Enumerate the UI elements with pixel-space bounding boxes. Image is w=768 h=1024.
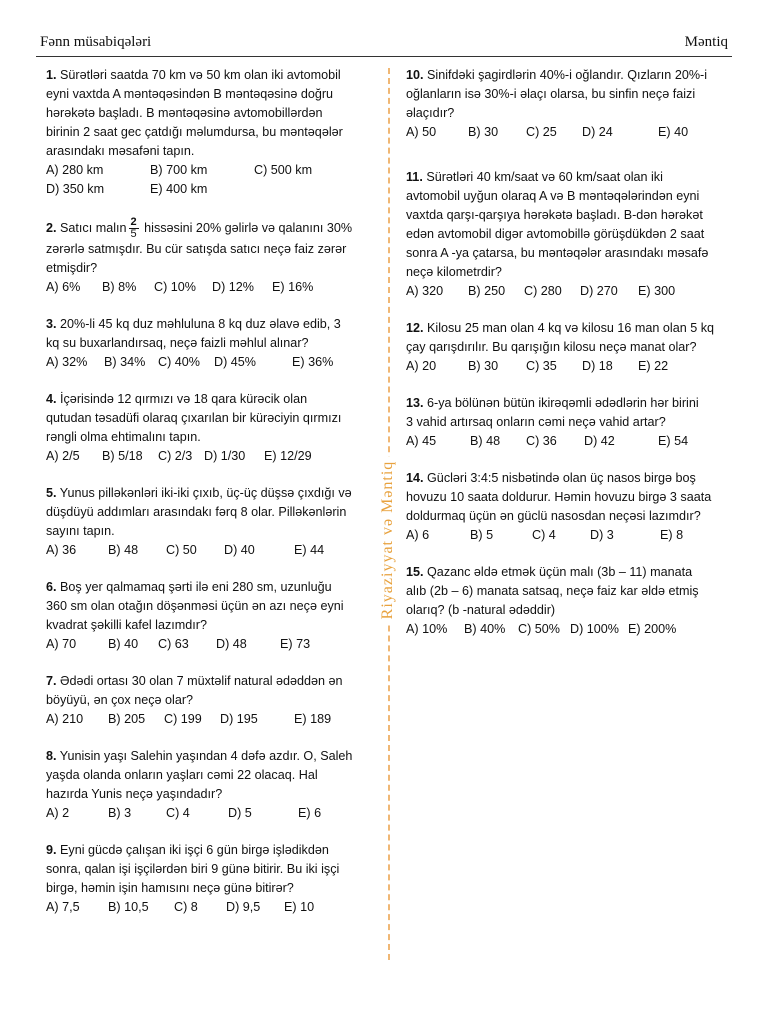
question-line: birgə, həmin işin hamısını neçə günə bitirər? bbox=[46, 881, 294, 895]
fraction bbox=[129, 217, 139, 240]
answer-options bbox=[46, 710, 364, 729]
option-c: C) 2/3 bbox=[158, 449, 193, 463]
question-line: Sürətləri saatda 70 km və 50 km olan iki avtomobil bbox=[60, 68, 341, 82]
option-c: C) 25 bbox=[526, 125, 557, 139]
question-4 bbox=[46, 390, 364, 466]
option-a: A) 2/5 bbox=[46, 449, 80, 463]
question-line: rəngli olma ehtimalını tapın. bbox=[46, 430, 201, 444]
option-b: B) 34% bbox=[104, 355, 146, 369]
option-b: B) 30 bbox=[468, 359, 499, 373]
question-line: avtomobil uyğun olaraq A və B məntəqələrindən eyni bbox=[406, 189, 700, 203]
question-number: 9. bbox=[46, 843, 57, 857]
header-rule bbox=[36, 56, 732, 57]
answer-options bbox=[46, 541, 364, 560]
option-c: C) 199 bbox=[164, 712, 202, 726]
question-line: Yunisin yaşı Salehin yaşından 4 dəfə azdır. O, Saleh bbox=[59, 749, 353, 763]
option-b: B) 48 bbox=[470, 434, 501, 448]
option-e: E) 300 bbox=[638, 284, 676, 298]
question-6 bbox=[46, 578, 364, 654]
option-b: B) 3 bbox=[108, 806, 132, 820]
option-d: D) 3 bbox=[590, 528, 614, 542]
option-b: B) 5 bbox=[470, 528, 494, 542]
question-line: İçərisində 12 qırmızı və 18 qara kürəcik olan bbox=[60, 392, 308, 406]
option-b: B) 48 bbox=[108, 543, 139, 557]
option-b: B) 30 bbox=[468, 125, 499, 139]
question-line: sonra A -ya çatarsa, bu məntəqələr arasındakı məsafə bbox=[406, 246, 709, 260]
option-d: D) 350 km bbox=[46, 182, 105, 196]
question-3 bbox=[46, 315, 364, 372]
option-a: A) 6% bbox=[46, 280, 81, 294]
question-line: hissəsini 20% gəlirlə və qalanını 30% bbox=[144, 220, 353, 235]
question-5 bbox=[46, 484, 364, 560]
option-a: A) 36 bbox=[46, 543, 77, 557]
question-number: 1. bbox=[46, 68, 57, 82]
question-line: edən avtomobil digər avtomobillə görüşdükdən 2 saat bbox=[406, 227, 705, 241]
question-line: hərəkətə başladı. B məntəqəsinə avtomobillərdən bbox=[46, 106, 323, 120]
header-topic: Məntiq bbox=[684, 34, 728, 50]
option-d: D) 42 bbox=[584, 434, 615, 448]
question-line: əlaçıdır? bbox=[406, 106, 455, 120]
question-line: yaşda olanda onların yaşları cəmi 22 olacaq. Hal bbox=[46, 768, 318, 782]
option-c: C) 10% bbox=[154, 280, 196, 294]
answer-options bbox=[406, 526, 728, 545]
option-c: C) 8 bbox=[174, 900, 198, 914]
option-a: A) 45 bbox=[406, 434, 437, 448]
answer-options bbox=[46, 278, 364, 297]
question-number: 2. bbox=[46, 220, 57, 235]
option-e: E) 54 bbox=[658, 434, 689, 448]
fraction-numerator: 2 bbox=[130, 216, 137, 228]
option-a: A) 32% bbox=[46, 355, 88, 369]
question-line: kvadrat şəkilli kafel lazımdır? bbox=[46, 618, 207, 632]
question-number: 6. bbox=[46, 580, 57, 594]
question-line: 20%-li 45 kq duz məhluluna 8 kq duz əlavə edib, 3 bbox=[60, 317, 341, 331]
question-line: 360 sm olan otağın döşənməsi üçün ən azı neçə eyni bbox=[46, 599, 344, 613]
option-e: E) 8 bbox=[660, 528, 684, 542]
question-number: 8. bbox=[46, 749, 57, 763]
question-line: arasındakı məsafəni tapın. bbox=[46, 144, 195, 158]
question-line: Yunus pilləkənləri iki-iki çıxıb, üç-üç düşsə çıxdığı və bbox=[59, 486, 352, 500]
question-15 bbox=[406, 563, 728, 639]
option-c: C) 36 bbox=[526, 434, 557, 448]
option-e: E) 22 bbox=[638, 359, 669, 373]
question-line: 6-ya bölünən bütün ikirəqəmli ədədlərin hər birini bbox=[427, 396, 699, 410]
question-line: Sürətləri 40 km/saat və 60 km/saat olan iki bbox=[426, 170, 663, 184]
answer-options bbox=[46, 353, 364, 372]
option-a: A) 280 km bbox=[46, 163, 104, 177]
question-number: 3. bbox=[46, 317, 57, 331]
answer-options bbox=[46, 635, 364, 654]
option-b: B) 205 bbox=[108, 712, 146, 726]
option-b: B) 40% bbox=[464, 622, 506, 636]
question-13 bbox=[406, 394, 728, 451]
question-line: qutudan təsadüfi olaraq çıxarılan bir kürəciyin qırmızı bbox=[46, 411, 342, 425]
option-d: D) 24 bbox=[582, 125, 613, 139]
answer-options bbox=[406, 432, 728, 451]
option-b: B) 5/18 bbox=[102, 449, 143, 463]
question-line: Ədədi ortası 30 olan 7 müxtəlif natural ədəddən ən bbox=[60, 674, 343, 688]
header-subject: Fənn müsabiqələri bbox=[40, 34, 152, 50]
question-number: 14. bbox=[406, 471, 424, 485]
right-column bbox=[406, 66, 728, 657]
answer-options bbox=[406, 123, 728, 142]
option-d: D) 40 bbox=[224, 543, 255, 557]
option-e: E) 73 bbox=[280, 637, 311, 651]
question-number: 10. bbox=[406, 68, 424, 82]
option-e: E) 36% bbox=[292, 355, 334, 369]
fraction-denominator: 5 bbox=[130, 228, 137, 240]
question-line: Qazanc əldə etmək üçün malı (3b – 11) manata bbox=[427, 565, 693, 579]
question-14 bbox=[406, 469, 728, 545]
option-c: C) 4 bbox=[532, 528, 556, 542]
option-a: A) 7,5 bbox=[46, 900, 80, 914]
question-line: 3 vahid artırsaq onların cəmi neçə vahid artar? bbox=[406, 415, 666, 429]
answer-options bbox=[46, 180, 364, 199]
question-8 bbox=[46, 747, 364, 823]
option-b: B) 40 bbox=[108, 637, 139, 651]
option-d: D) 48 bbox=[216, 637, 247, 651]
question-line: Eyni gücdə çalışan iki işçi 6 gün birgə işlədikdən bbox=[60, 843, 329, 857]
option-d: D) 18 bbox=[582, 359, 613, 373]
question-line: etmişdir? bbox=[46, 261, 98, 275]
answer-options bbox=[46, 447, 364, 466]
option-c: C) 63 bbox=[158, 637, 189, 651]
question-line: Boş yer qalmamaq şərti ilə eni 280 sm, uzunluğu bbox=[60, 580, 332, 594]
question-line: Gücləri 3:4:5 nisbətində olan üç nasos birgə boş bbox=[427, 471, 696, 485]
question-line: alıb (2b – 6) manata satsaq, neçə faiz kar əldə etmiş bbox=[406, 584, 699, 598]
answer-options bbox=[406, 282, 728, 301]
option-c: C) 280 bbox=[524, 284, 562, 298]
question-line: vaxtda qarşı-qarşıya hərəkətə başladı. B-dən hərəkət bbox=[406, 208, 703, 222]
option-d: D) 270 bbox=[580, 284, 618, 298]
option-b: B) 700 km bbox=[150, 163, 208, 177]
option-a: A) 320 bbox=[406, 284, 444, 298]
option-e: E) 189 bbox=[294, 712, 332, 726]
option-d: D) 195 bbox=[220, 712, 258, 726]
option-d: D) 9,5 bbox=[226, 900, 261, 914]
answer-options bbox=[46, 898, 364, 917]
question-12 bbox=[406, 319, 728, 376]
option-e: E) 400 km bbox=[150, 182, 208, 196]
option-c: C) 4 bbox=[166, 806, 190, 820]
question-line: olarıq? (b -natural ədəddir) bbox=[406, 603, 556, 617]
option-e: E) 40 bbox=[658, 125, 689, 139]
question-line: hovuzu 10 saata doldurur. Həmin hovuzu birgə 3 saata bbox=[406, 490, 712, 504]
option-e: E) 44 bbox=[294, 543, 325, 557]
question-line: eyni vaxtda A məntəqəsindən B məntəqəsinə doğru bbox=[46, 87, 334, 101]
option-e: E) 200% bbox=[628, 622, 677, 636]
option-c: C) 500 km bbox=[254, 163, 313, 177]
option-e: E) 6 bbox=[298, 806, 322, 820]
option-c: C) 40% bbox=[158, 355, 200, 369]
option-c: C) 35 bbox=[526, 359, 557, 373]
question-10 bbox=[406, 66, 728, 142]
answer-options bbox=[406, 357, 728, 376]
question-number: 7. bbox=[46, 674, 57, 688]
question-2 bbox=[46, 217, 364, 297]
option-a: A) 6 bbox=[406, 528, 430, 542]
watermark: Riyaziyyat və Məntiq bbox=[379, 457, 397, 624]
answer-options bbox=[406, 620, 728, 639]
option-a: A) 10% bbox=[406, 622, 448, 636]
question-number: 4. bbox=[46, 392, 57, 406]
question-line: sonra, qalan işi işçilərdən biri 9 günə bitirir. Bu iki işçi bbox=[46, 862, 340, 876]
question-number: 15. bbox=[406, 565, 424, 579]
question-line: zərərlə satmışdır. Bu cür satışda satıcı neçə faiz zərər bbox=[46, 242, 347, 256]
question-number: 5. bbox=[46, 486, 57, 500]
question-9 bbox=[46, 841, 364, 917]
option-d: D) 100% bbox=[570, 622, 619, 636]
question-line: birinin 2 saat gec çatdığı məlumdursa, bu məntəqələr bbox=[46, 125, 343, 139]
option-a: A) 210 bbox=[46, 712, 84, 726]
answer-options bbox=[46, 804, 364, 823]
option-a: A) 2 bbox=[46, 806, 70, 820]
option-d: D) 5 bbox=[228, 806, 252, 820]
question-line: çay qarışdırılır. Bu qarışığın kilosu neçə manat olar? bbox=[406, 340, 697, 354]
question-line: oğlanların isə 30%-i əlaçı olarsa, bu sinfin neçə faizi bbox=[406, 87, 696, 101]
option-d: D) 45% bbox=[214, 355, 256, 369]
question-7 bbox=[46, 672, 364, 729]
option-c: C) 50 bbox=[166, 543, 197, 557]
question-line: böyüyü, ən çox neçə olar? bbox=[46, 693, 194, 707]
option-a: A) 70 bbox=[46, 637, 77, 651]
question-number: 11. bbox=[406, 170, 423, 184]
question-line: kq su buxarlandırsaq, neçə faizli məhlul alınar? bbox=[46, 336, 309, 350]
option-d: D) 1/30 bbox=[204, 449, 246, 463]
left-column bbox=[46, 66, 364, 935]
option-e: E) 10 bbox=[284, 900, 315, 914]
option-e: E) 16% bbox=[272, 280, 314, 294]
question-line: Sinifdəki şagirdlərin 40%-i oğlandır. Qızların 20%-i bbox=[427, 68, 708, 82]
page-header bbox=[40, 30, 728, 54]
question-1 bbox=[46, 66, 364, 199]
option-d: D) 12% bbox=[212, 280, 254, 294]
question-line: Kilosu 25 man olan 4 kq və kilosu 16 man olan 5 kq bbox=[427, 321, 715, 335]
option-a: A) 50 bbox=[406, 125, 437, 139]
option-b: B) 8% bbox=[102, 280, 137, 294]
option-a: A) 20 bbox=[406, 359, 437, 373]
question-line: sayını tapın. bbox=[46, 524, 115, 538]
question-line: hazırda Yunis neçə yaşındadır? bbox=[46, 787, 223, 801]
question-line: Satıcı malın bbox=[60, 220, 127, 235]
question-line: doldurmaq üçün ən güclü nasosdan neçəsi lazımdır? bbox=[406, 509, 701, 523]
question-line: neçə kilometrdir? bbox=[406, 265, 502, 279]
option-b: B) 250 bbox=[468, 284, 506, 298]
option-b: B) 10,5 bbox=[108, 900, 149, 914]
option-e: E) 12/29 bbox=[264, 449, 312, 463]
option-c: C) 50% bbox=[518, 622, 560, 636]
answer-options bbox=[46, 161, 364, 180]
question-line: düşdüyü addımları arasındakı fərq 8 olar. Pilləkənlərin bbox=[46, 505, 347, 519]
question-number: 13. bbox=[406, 396, 424, 410]
question-number: 12. bbox=[406, 321, 424, 335]
question-11 bbox=[406, 168, 728, 301]
